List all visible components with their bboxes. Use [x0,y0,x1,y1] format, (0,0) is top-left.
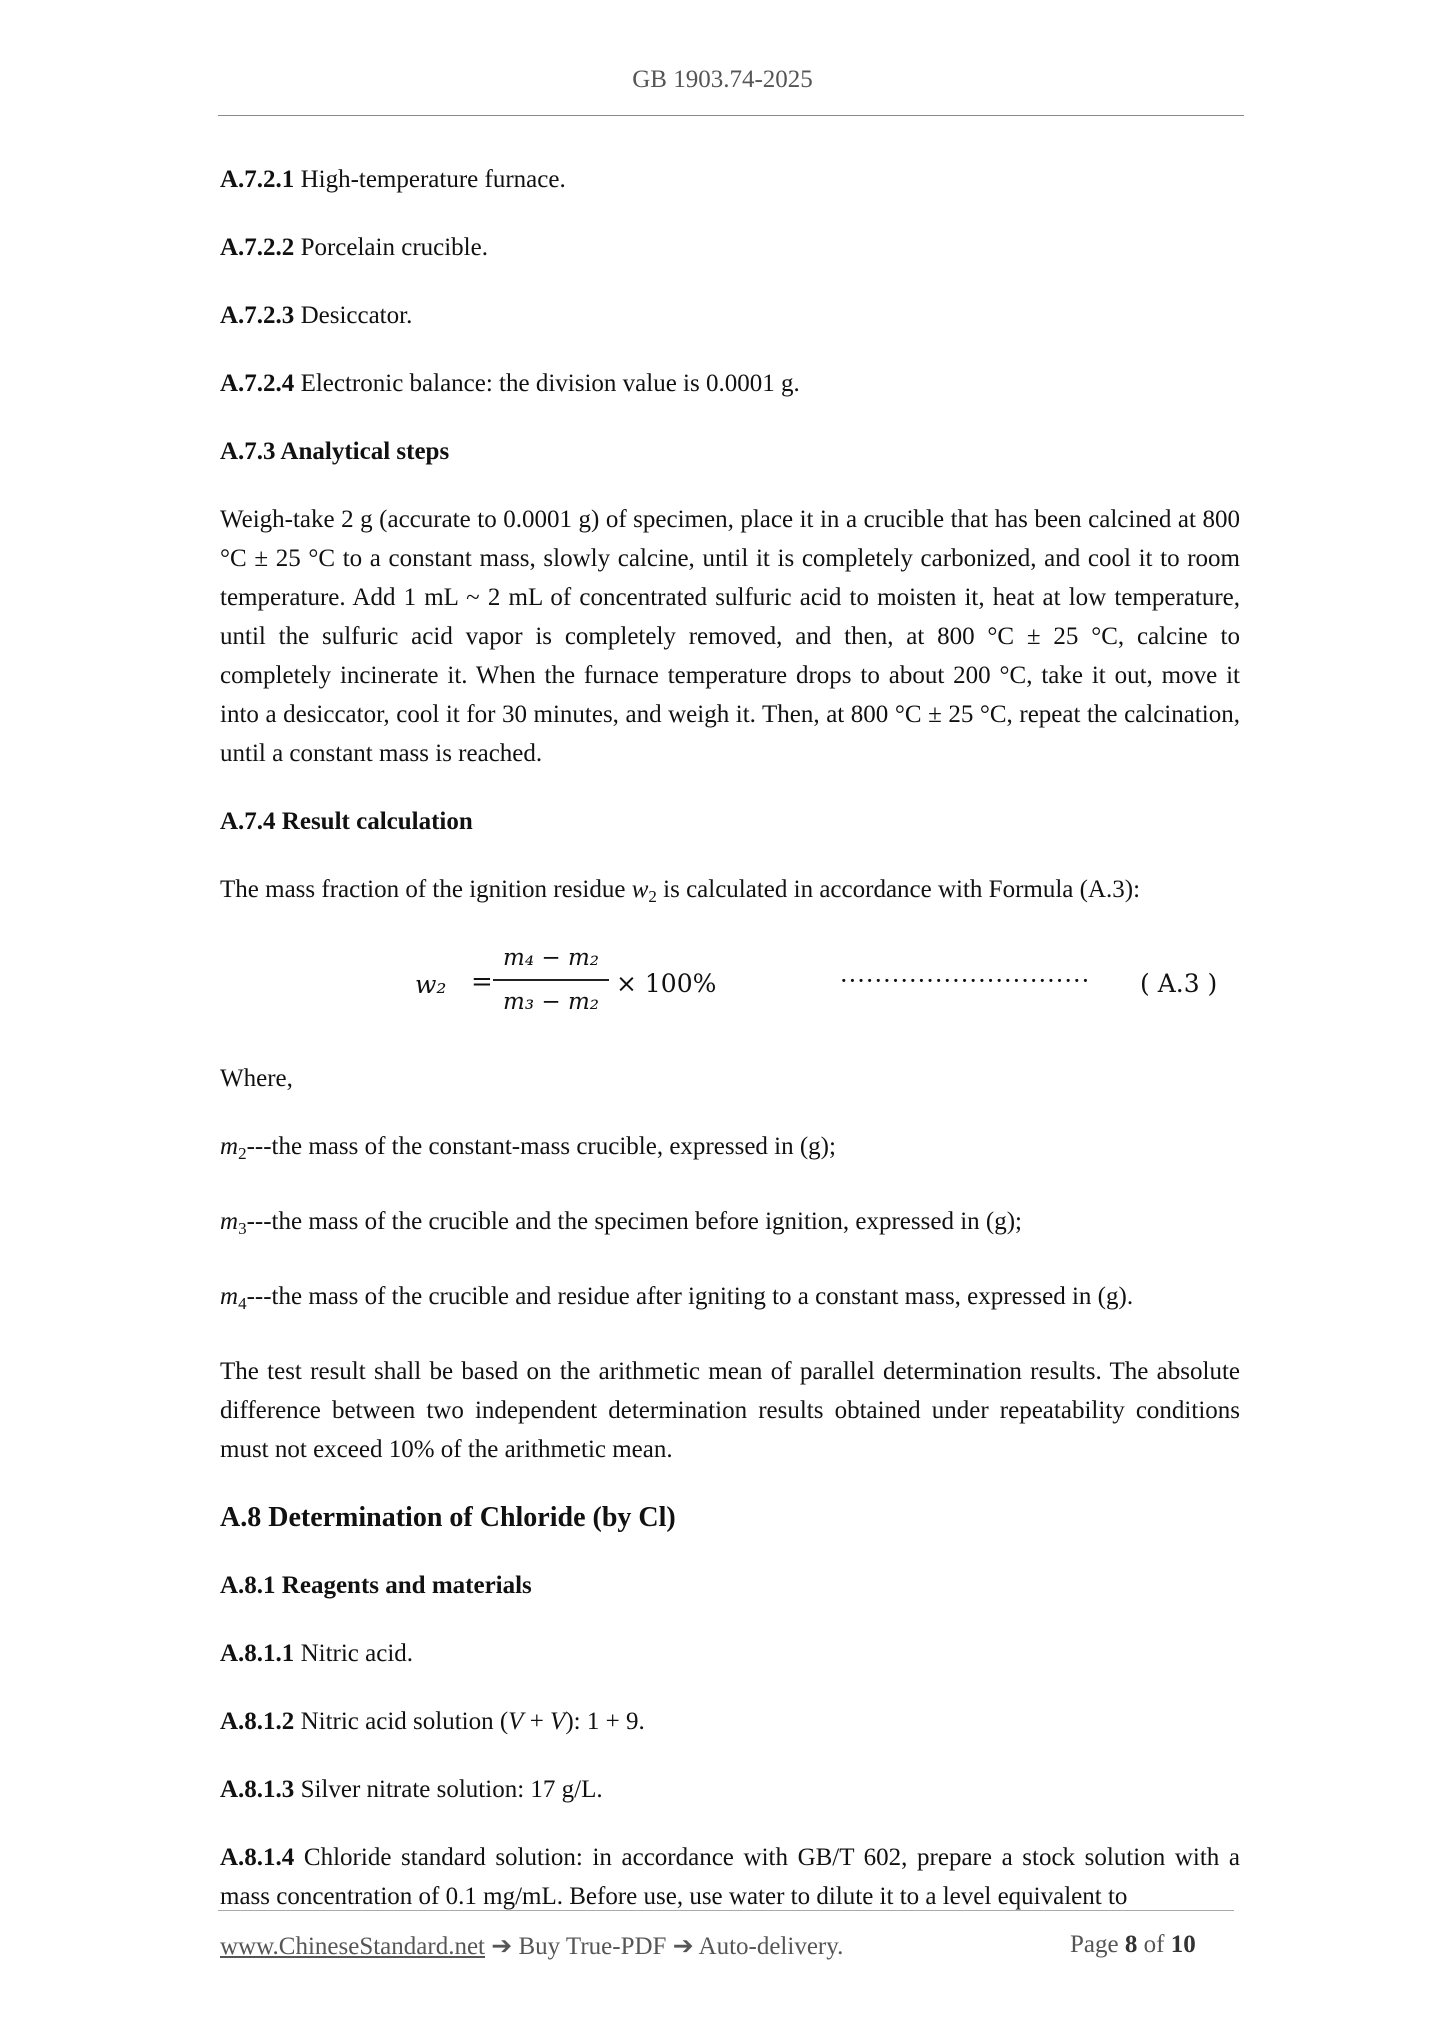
heading-a7-3: A.7.3 Analytical steps [220,438,450,465]
clause-text: Porcelain crucible. [294,234,488,261]
formula-denominator: m₃ − m₂ [503,988,599,1015]
formula-fraction [493,939,609,1021]
formula-equals: = [471,967,493,997]
var-w: w [631,876,649,903]
clause-a7-2-4 [220,364,1240,403]
clause-number: A.8.1.1 [220,1640,295,1667]
fraction-bar [493,979,609,981]
website-link[interactable]: www.ChineseStandard.net [220,1933,485,1960]
clause-number: A.7.2.4 [220,370,295,397]
clause-text: High-temperature furnace. [294,166,566,193]
clause-a8-1-1 [220,1634,1240,1673]
footer-promo [220,1931,843,1961]
formula-a3 [220,939,1240,1029]
clause-a7-2-3 [220,296,1240,335]
clause-number: A.7.2.2 [220,234,295,261]
clause-a8-1-3 [220,1770,1240,1809]
formula-lhs: w₂ [415,970,447,999]
clause-text: Electronic balance: the division value is 0.0001 g. [294,370,800,397]
formula-multiplier: × 100% [616,969,717,998]
clause-number: A.8.1.4 [220,1844,295,1871]
definition-m3: $m_3--$-the mass of the crucible and the specimen before ignition, expressed in (g); [220,1208,1022,1238]
definition-m4: $m_4--$-the mass of the crucible and residue after igniting to a constant mass, expressed in (g). [220,1283,1134,1313]
arrow-icon: ➔ [485,1933,519,1960]
buy-text: Buy True-PDF [518,1933,667,1960]
formula-numerator: m₄ − m₂ [503,945,599,971]
clause-number: A.7.2.3 [220,302,295,329]
heading-a8: A.8 Determination of Chloride (by Cl) [220,1502,676,1533]
total-pages: 10 [1170,1931,1196,1958]
heading-a8-1: A.8.1 Reagents and materials [220,1572,532,1599]
clause-a8-1-2: A.8.1.2 Nitric acid solution (V + V): 1 + 9. [220,1708,645,1735]
analytical-steps-paragraph: Weigh-take 2 g (accurate to 0.0001 g) of specimen, place it in a crucible that has been calcined at 800 °C ± 25 °C to a constant mass, slowly calcine, until it is completely carbonized, and cool it to room temperature. Add 1 mL ~ 2 mL of concentrated sulfuric acid to moisten it, heat at low temperature, until the sulfuric acid vapor is completely removed, and then, at 800 °C ± 25 °C, calcine to completely incinerate it. When the furnace temperature drops to about 200 °C, take it out, move it into a desiccator, cool it for 30 minutes, and weigh it. Then, at 800 °C ± 25 °C, repeat the calcination, until a constant mass is reached. [220,506,1240,767]
formula-intro: The mass fraction of the ignition residue $w_2$ is calculated in accordance with Formula (A.3): [220,876,1141,906]
header-divider [218,115,1244,116]
page-header: GB 1903.74-2025 [632,66,813,93]
formula-leader-dots: ····························· [840,967,1091,995]
page-indicator: Page 8 of 10 [1070,1931,1196,1958]
definition-m2: $m_2--$-the mass of the constant-mass crucible, expressed in (g); [220,1133,836,1163]
heading-a7-4: A.7.4 Result calculation [220,808,473,835]
clause-a7-2-1 [220,160,1240,199]
clause-text: Desiccator. [294,302,413,329]
result-paragraph: The test result shall be based on the arithmetic mean of parallel determination results. The absolute difference between two independent determination results obtained under repeatability conditions must not exceed 10% of the arithmetic mean. [220,1358,1240,1463]
current-page: 8 [1124,1931,1138,1958]
clause-a8-1-4 [220,1838,1240,1916]
clause-number: A.7.2.1 [220,166,295,193]
clause-text: Nitric acid. [294,1640,414,1667]
footer-divider [218,1910,1234,1911]
clause-a7-2-2 [220,228,1240,267]
where-label: Where, [220,1065,293,1092]
clause-number: A.8.1.3 [220,1776,295,1803]
clause-number: A.8.1.2 [220,1708,295,1735]
page-content [220,160,1240,1945]
clause-text: Silver nitrate solution: 17 g/L. [294,1776,603,1803]
clause-text: Chloride standard solution: in accordance with GB/T 602, prepare a stock solution with a mass concentration of 0.1 mg/mL. Before use, use water to dilute it to a level equivalent to [220,1844,1240,1910]
delivery-text: Auto-delivery. [698,1933,844,1960]
formula-number: ( A.3 ) [1140,969,1218,998]
arrow-icon: ➔ [666,1933,699,1960]
